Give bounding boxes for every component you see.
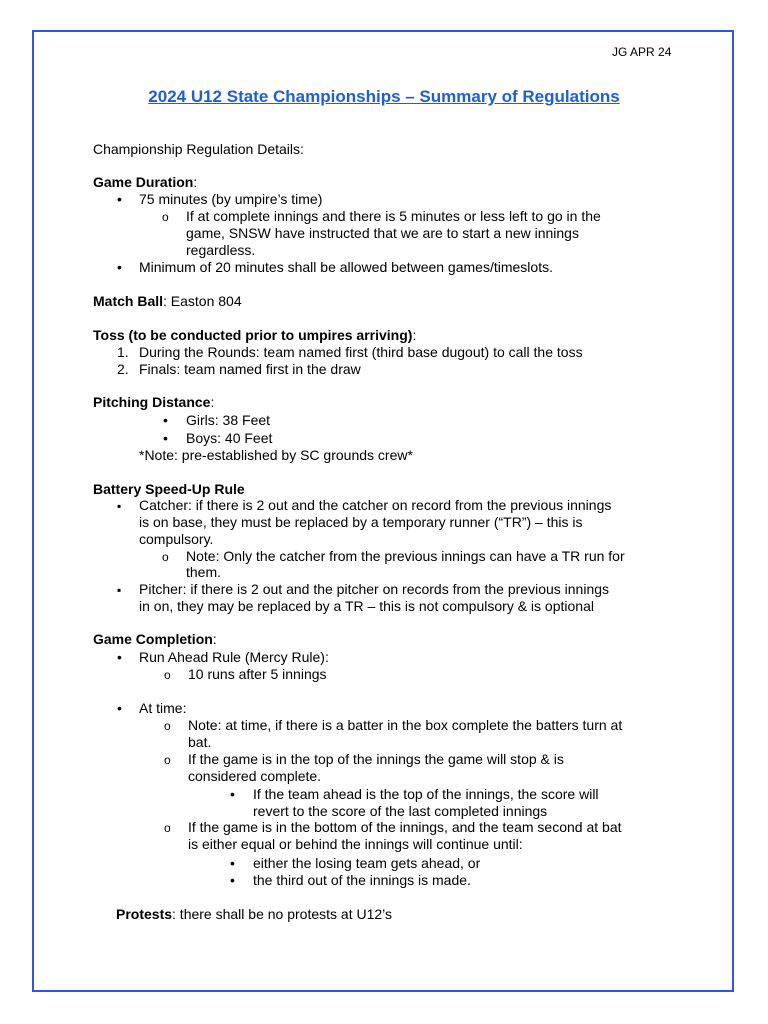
match-ball-line: Match Ball: Easton 804 bbox=[93, 293, 242, 309]
duration-item-1: 75 minutes (by umpire’s time) bbox=[139, 191, 323, 207]
completion-heading: Game Completion: bbox=[93, 631, 217, 647]
bullet-icon bbox=[163, 412, 168, 429]
bullet-icon bbox=[230, 786, 235, 803]
ten-runs-rule: 10 runs after 5 innings bbox=[188, 666, 327, 682]
losing-team-item: either the losing team gets ahead, or bbox=[253, 855, 481, 871]
battery-catcher-line-3: compulsory. bbox=[139, 531, 214, 547]
top-innings-line-1: If the game is in the top of the innings the game will stop & is bbox=[188, 751, 564, 767]
duration-sub-line-3: regardless. bbox=[186, 242, 256, 258]
circle-bullet-icon bbox=[164, 819, 171, 837]
battery-catcher-line-2: is on base, they must be replaced by a temporary runner (“TR”) – this is bbox=[139, 514, 583, 530]
circle-bullet-icon bbox=[164, 666, 171, 684]
team-ahead-line-1: If the team ahead is the top of the innings, the score will bbox=[253, 786, 599, 802]
at-time-note-line-1: Note: at time, if there is a batter in the box complete the batters turn at bbox=[188, 717, 623, 733]
pitching-note: *Note: pre-established by SC grounds crew* bbox=[139, 447, 413, 463]
battery-note-line-2: them. bbox=[186, 564, 222, 580]
bullet-icon bbox=[230, 872, 235, 889]
battery-catcher-line-1: Catcher: if there is 2 out and the catcher on record from the previous innings bbox=[139, 497, 612, 513]
duration-sub-line-2: game, SNSW have instructed that we are to start a new innings bbox=[186, 225, 579, 241]
duration-sub-line-1: If at complete innings and there is 5 minutes or less left to go in the bbox=[186, 208, 601, 224]
toss-number-2: 2. bbox=[117, 361, 129, 377]
third-out-item: the third out of the innings is made. bbox=[253, 872, 471, 888]
circle-bullet-icon bbox=[162, 548, 169, 566]
intro-text: Championship Regulation Details: bbox=[93, 141, 304, 157]
battery-pitcher-line-2: in on, they may be replaced by a TR – this is not compulsory & is optional bbox=[139, 598, 594, 614]
toss-item-2: Finals: team named first in the draw bbox=[139, 361, 361, 377]
toss-item-1: During the Rounds: team named first (third base dugout) to call the toss bbox=[139, 344, 583, 360]
bullet-icon bbox=[117, 191, 122, 208]
page-title: 2024 U12 State Championships – Summary of Regulations bbox=[148, 87, 620, 106]
circle-bullet-icon bbox=[162, 208, 169, 226]
battery-note-line-1: Note: Only the catcher from the previous innings can have a TR run for bbox=[186, 548, 625, 564]
bullet-icon bbox=[117, 259, 122, 276]
toss-heading: Toss (to be conducted prior to umpires arriving): bbox=[93, 327, 417, 343]
bullet-icon bbox=[117, 700, 122, 717]
circle-bullet-icon bbox=[164, 717, 171, 735]
bullet-icon bbox=[230, 855, 235, 872]
pitching-boys: Boys: 40 Feet bbox=[186, 430, 273, 446]
bottom-innings-line-1: If the game is in the bottom of the innings, and the team second at bat bbox=[188, 819, 622, 835]
team-ahead-line-2: revert to the score of the last completed innings bbox=[253, 803, 548, 819]
run-ahead-rule: Run Ahead Rule (Mercy Rule): bbox=[139, 649, 329, 665]
top-innings-line-2: considered complete. bbox=[188, 768, 322, 784]
bullet-icon bbox=[117, 649, 122, 666]
square-bullet-icon bbox=[117, 497, 121, 515]
protests-line: Protests: there shall be no protests at U12’s bbox=[116, 906, 393, 922]
bullet-icon bbox=[163, 430, 168, 447]
game-duration-heading: Game Duration: bbox=[93, 174, 198, 190]
toss-number-1: 1. bbox=[117, 344, 129, 360]
at-time-note-line-2: bat. bbox=[188, 734, 212, 750]
pitching-girls: Girls: 38 Feet bbox=[186, 412, 271, 428]
duration-item-2: Minimum of 20 minutes shall be allowed between games/timeslots. bbox=[139, 259, 553, 275]
at-time-item: At time: bbox=[139, 700, 187, 716]
pitching-heading: Pitching Distance: bbox=[93, 394, 215, 410]
battery-heading: Battery Speed-Up Rule bbox=[93, 481, 245, 497]
bottom-innings-line-2: is either equal or behind the innings will continue until: bbox=[188, 836, 523, 852]
corner-note: JG APR 24 bbox=[612, 45, 672, 59]
battery-pitcher-line-1: Pitcher: if there is 2 out and the pitcher on records from the previous innings bbox=[139, 581, 610, 597]
square-bullet-icon bbox=[117, 581, 121, 599]
circle-bullet-icon bbox=[164, 751, 171, 769]
